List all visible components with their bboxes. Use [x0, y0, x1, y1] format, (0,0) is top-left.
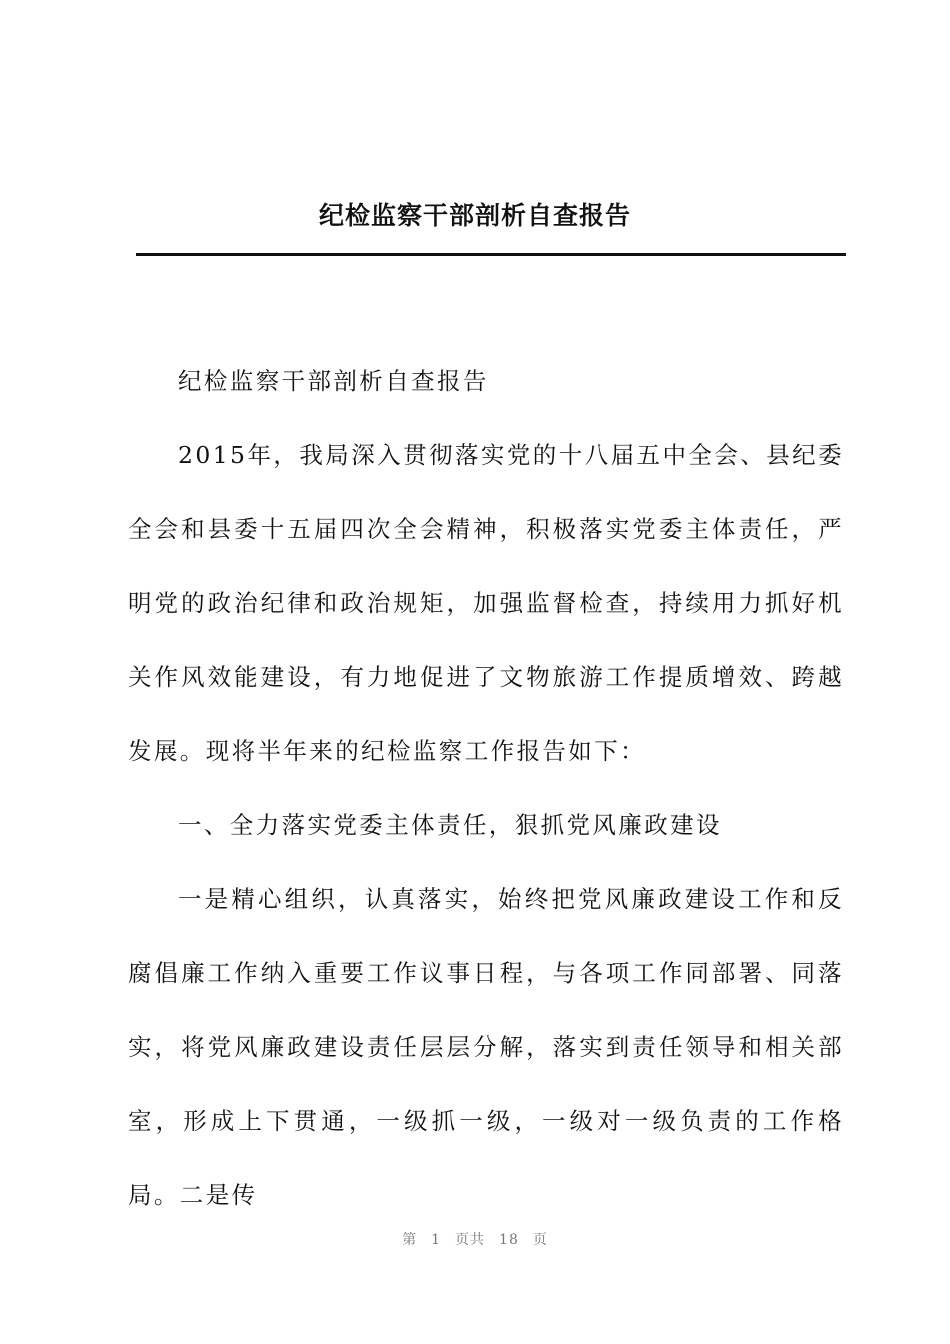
footer-suffix: 页 — [532, 1232, 548, 1248]
paragraph-intro: 2015年，我局深入贯彻落实党的十八届五中全会、县纪委全会和县委十五届四次全会精神，积极落实党委主体责任，严明党的政治纪律和政治规矩，加强监督检查，持续用力抓好机关作风效能建设，有力地促进了文物旅游工作提质增效、跨越发展。现将半年来的纪检监察工作报告如下： — [128, 441, 844, 765]
footer-page-number: 1 — [431, 1232, 442, 1248]
page-title: 纪检监察干部剖析自查报告 — [318, 201, 631, 230]
section-heading: 一、全力落实党委主体责任，狠抓党风廉政建设 — [178, 811, 722, 839]
page-footer — [0, 1229, 950, 1249]
footer-prefix: 第 — [402, 1232, 418, 1248]
paragraph-subtitle: 纪检监察干部剖析自查报告 — [178, 367, 489, 395]
document-body — [128, 344, 844, 1232]
footer-total-pages: 18 — [499, 1232, 519, 1248]
paragraph-body: 一是精心组织，认真落实，始终把党风廉政建设工作和反腐倡廉工作纳入重要工作议事日程，与各项工作同部署、同落实，将党风廉政建设责任层层分解，落实到责任领导和相关部室，形成上下贯通，一级抓一级，一级对一级负责的工作格局。二是传 — [128, 885, 844, 1209]
title-underline — [136, 253, 846, 256]
footer-middle: 页共 — [455, 1232, 486, 1248]
